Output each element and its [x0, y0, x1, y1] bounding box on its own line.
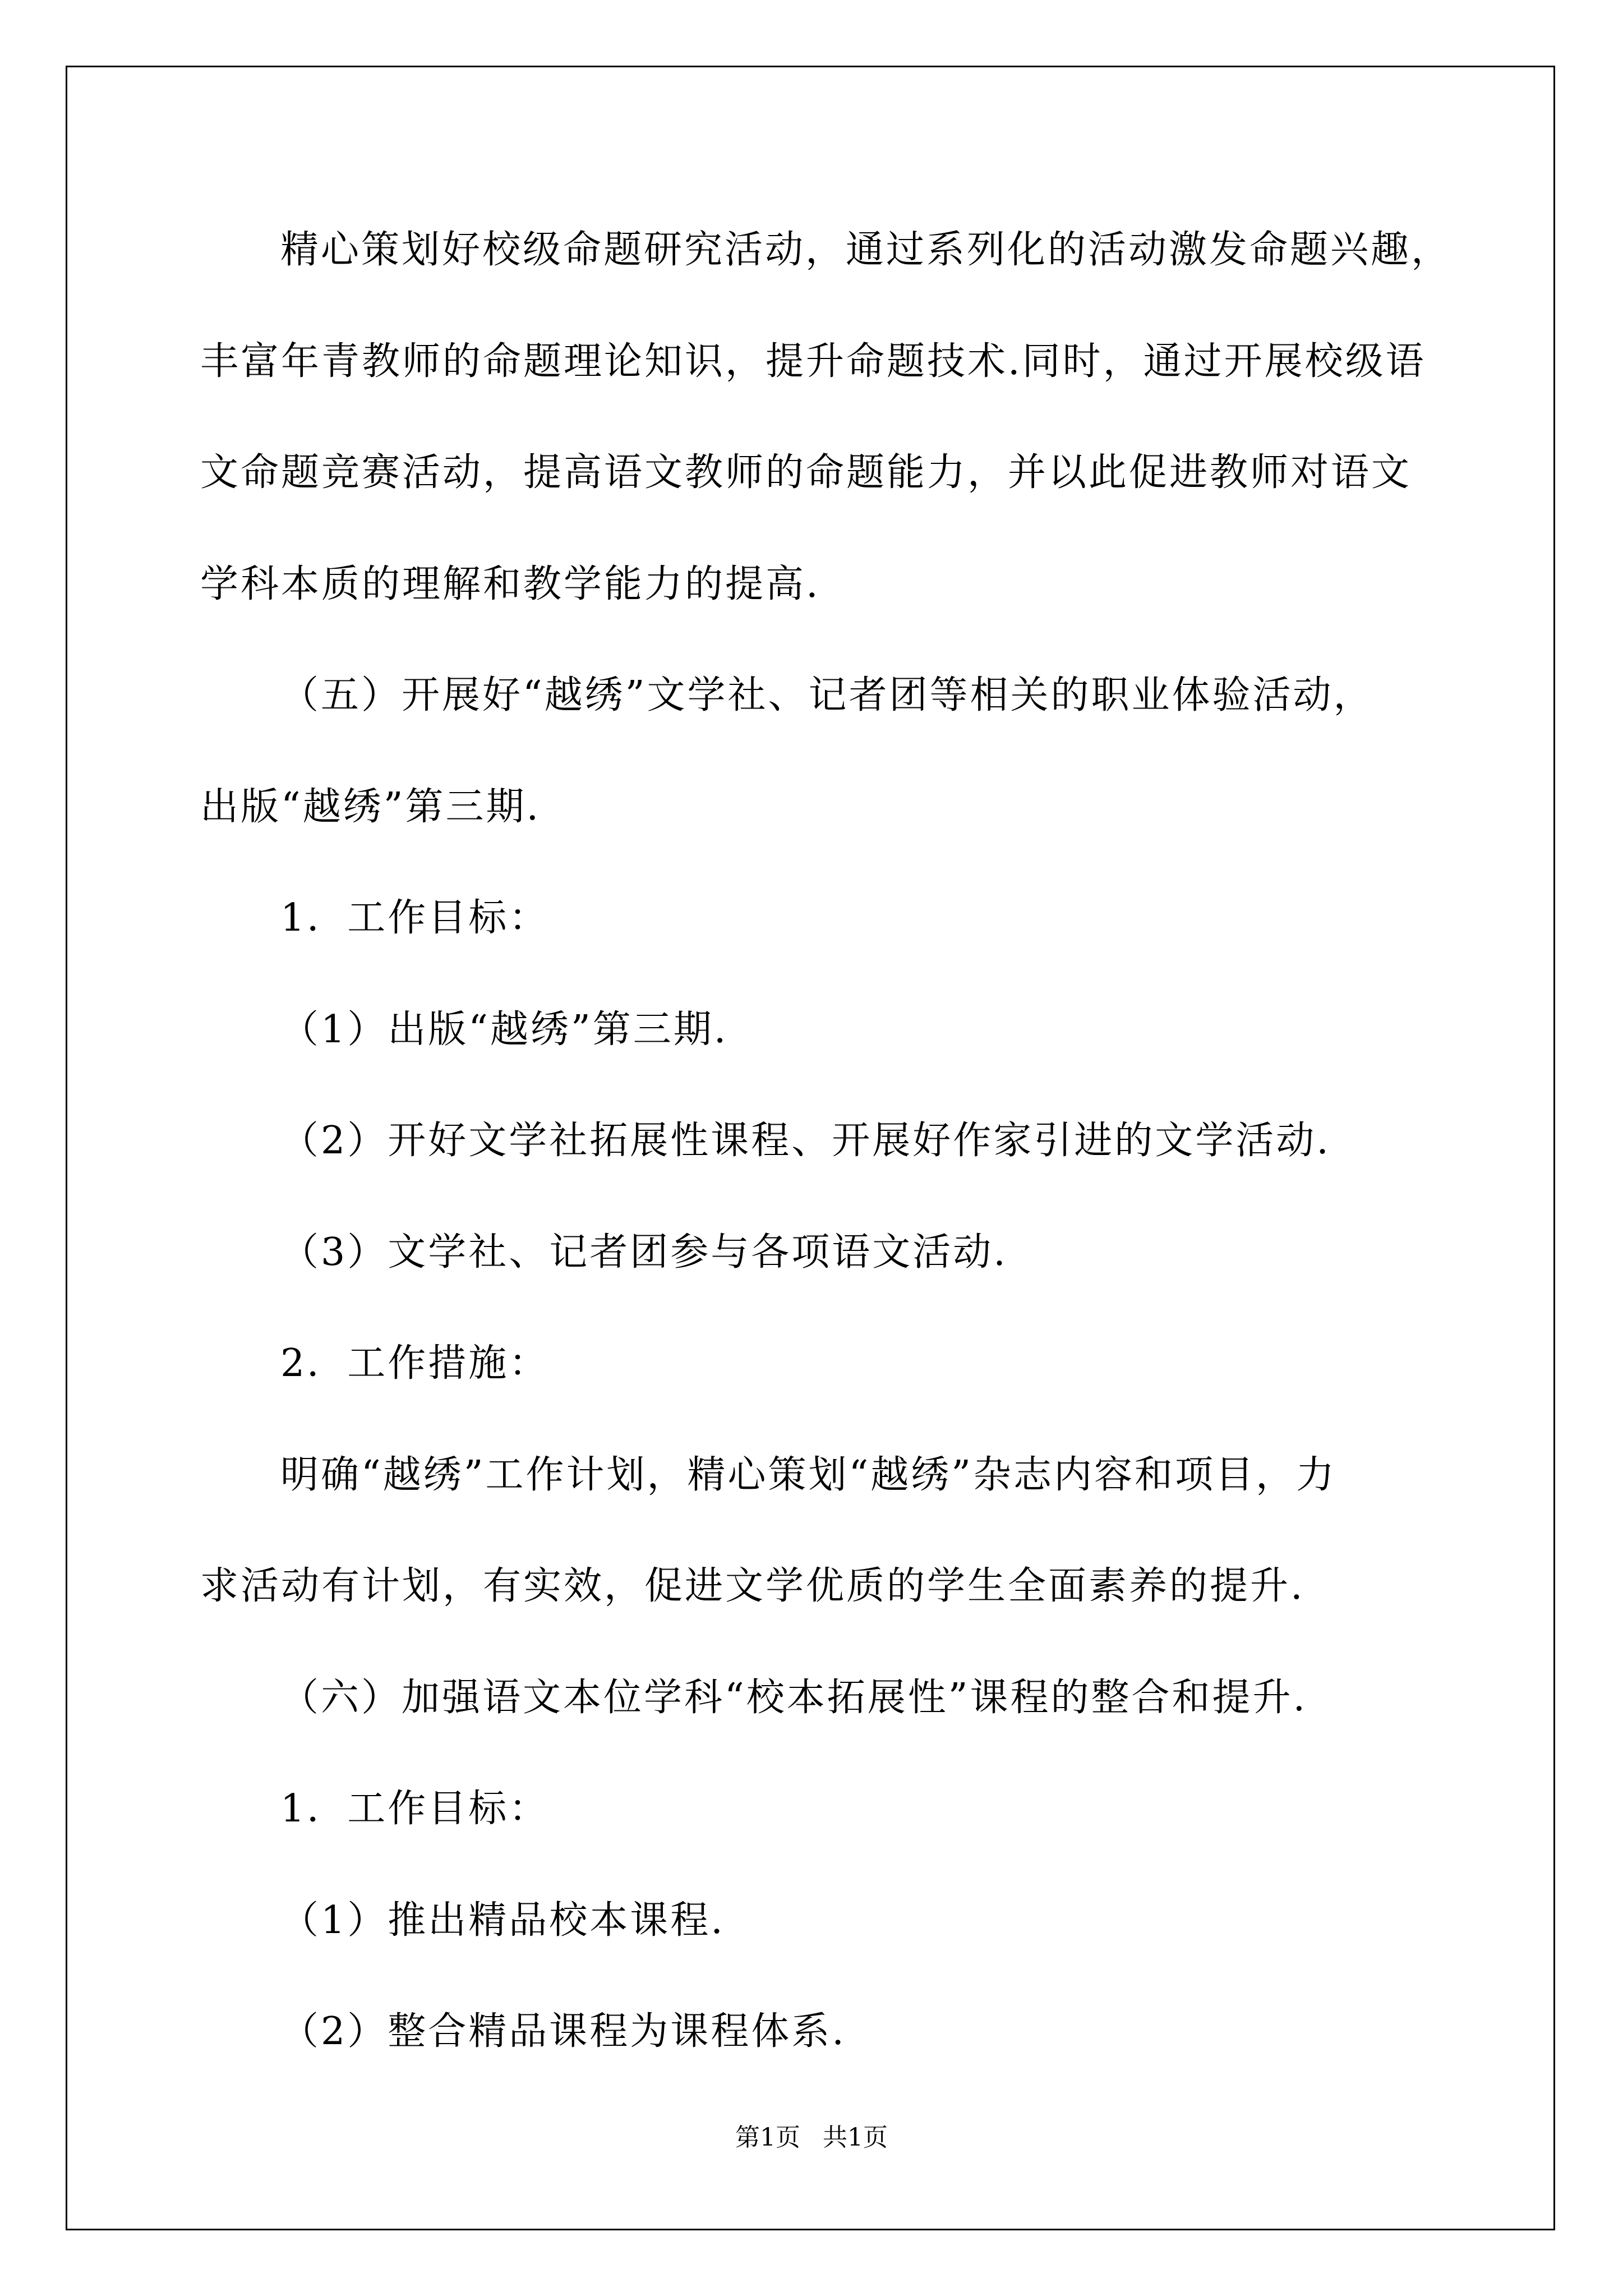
paragraph-line: 学科本质的理解和教学能力的提高. [200, 562, 820, 606]
list-item: （2）开好文学社拓展性课程、开展好作家引进的文学活动. [280, 1119, 1331, 1163]
section-heading: （五）开展好“越绣”文学社、记者团等相关的职业体验活动， [280, 673, 1374, 717]
section-heading: （六）加强语文本位学科“校本拓展性”课程的整合和提升. [280, 1676, 1308, 1720]
page-number: 第1页 [735, 2123, 800, 2152]
paragraph-line: 明确“越绣”工作计划，精心策划“越绣”杂志内容和项目，力 [280, 1453, 1337, 1497]
list-item: （3）文学社、记者团参与各项语文活动. [280, 1230, 1008, 1274]
subheading: 1．工作目标： [280, 896, 550, 940]
list-item: （2）整合精品课程为课程体系. [280, 2009, 846, 2054]
list-item: （1）推出精品校本课程. [280, 1898, 725, 1943]
page-footer [0, 2122, 1623, 2154]
subheading: 2．工作措施： [280, 1341, 550, 1386]
paragraph-line: 精心策划好校级命题研究活动，通过系列化的活动激发命题兴趣， [280, 228, 1452, 272]
paragraph-line: 出版“越绣”第三期. [200, 785, 541, 829]
paragraph-line: 丰富年青教师的命题理论知识，提升命题技术.同时，通过开展校级语 [200, 339, 1426, 384]
subheading: 1．工作目标： [280, 1787, 550, 1831]
list-item: （1）出版“越绣”第三期. [280, 1007, 728, 1052]
page-total: 共1页 [823, 2123, 888, 2152]
paragraph-line: 求活动有计划，有实效，促进文学优质的学生全面素养的提升. [200, 1564, 1305, 1608]
paragraph-line: 文命题竞赛活动，提高语文教师的命题能力，并以此促进教师对语文 [200, 450, 1412, 495]
